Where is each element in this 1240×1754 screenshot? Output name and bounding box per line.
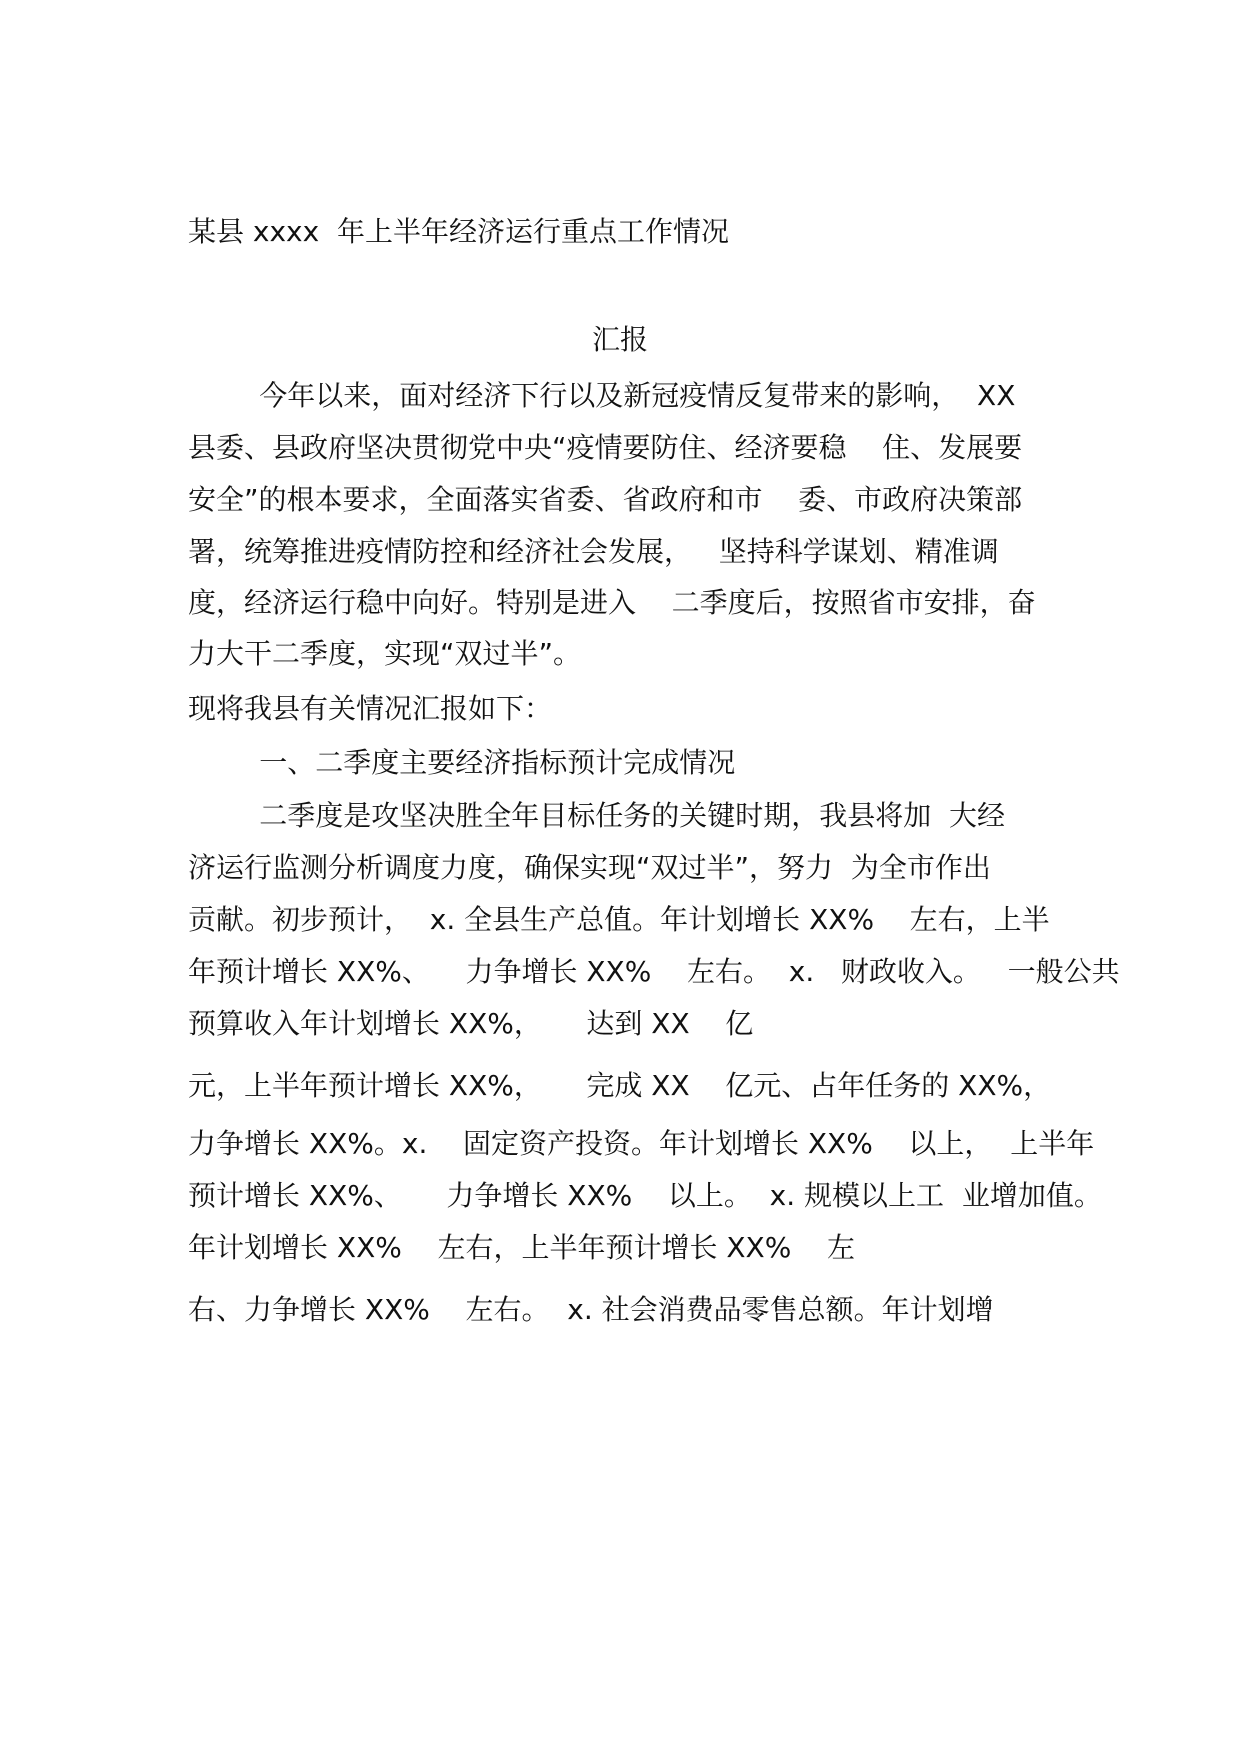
body-line: 济运行监测分析调度力度，确保实现“双过半”，努力 为全市作出	[188, 851, 991, 884]
body-line: 度，经济运行稳中向好。特别是进入 二季度后，按照省市安排，奋	[188, 586, 1036, 619]
section-heading: 一、二季度主要经济指标预计完成情况	[188, 746, 736, 779]
body-line: 右、力争增长 XX% 左右。 x. 社会消费品零售总额。年计划增	[188, 1293, 994, 1326]
body-line: 现将我县有关情况汇报如下：	[188, 692, 553, 725]
body-line: 预算收入年计划增长 XX%， 达到 XX 亿	[188, 1007, 754, 1040]
body-line: 贡献。初步预计， x. 全县生产总值。年计划增长 XX% 左右，上半	[188, 903, 1050, 936]
body-line: 县委、县政府坚决贯彻党中央“疫情要防住、经济要稳 住、发展要	[188, 431, 1023, 464]
document-subtitle: 汇报	[591, 323, 648, 356]
body-line: 元，上半年预计增长 XX%， 完成 XX 亿元、占年任务的 XX%，	[188, 1069, 1052, 1102]
body-line: 今年以来，面对经济下行以及新冠疫情反复带来的影响， XX	[188, 379, 1016, 412]
document-title: 某县 xxxx 年上半年经济运行重点工作情况	[188, 215, 729, 248]
body-line: 年预计增长 XX%、 力争增长 XX% 左右。 x. 财政收入。 一般公共	[188, 955, 1120, 988]
body-line: 力争增长 XX%。x. 固定资产投资。年计划增长 XX% 以上， 上半年	[188, 1127, 1095, 1160]
body-line: 二季度是攻坚决胜全年目标任务的关键时期，我县将加 大经	[188, 799, 1006, 832]
body-line: 力大干二季度，实现“双过半”。	[188, 637, 582, 670]
body-line: 预计增长 XX%、 力争增长 XX% 以上。 x. 规模以上工 业增加值。	[188, 1179, 1102, 1212]
body-line: 署，统筹推进疫情防控和经济社会发展， 坚持科学谋划、精准调	[188, 535, 999, 568]
body-line: 安全”的根本要求，全面落实省委、省政府和市 委、市政府决策部	[188, 483, 1023, 516]
body-line: 年计划增长 XX% 左右，上半年预计增长 XX% 左	[188, 1231, 855, 1264]
